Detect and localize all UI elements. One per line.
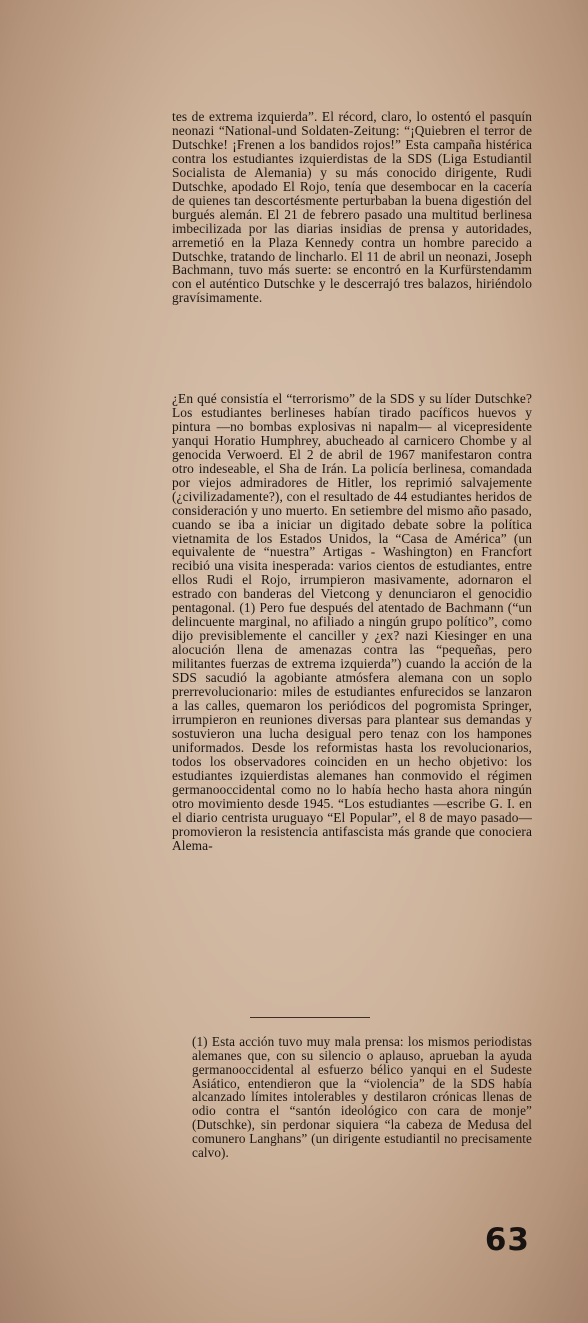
footnote	[192, 1035, 532, 1160]
footnote-text: (1) Esta acción tuvo muy mala prensa: los mismos periodistas alemanes que, con su silencio o aplauso, aprueban la ayuda germanooccidental al esfuerzo bélico yanqui en el Sudeste Asiático, entendieron que la “violencia” de la SDS había alcanzado límites intolerables y destilaron crónicas llenas de odio contra el “santón ideológico con cara de monje” (Dutschke), sin perdonar siquiera “la cabeza de Medusa del comunero Langhans” (un dirigente estudiantil no precisamente calvo).	[192, 1034, 532, 1160]
page-number: 63	[484, 1222, 530, 1258]
paragraph-text: tes de extrema izquierda”. El récord, claro, lo ostentó el pasquín neonazi “National-und Soldaten-Zeitung: “¡Quiebren el terror de Dutschke! ¡Frenen a los bandidos rojos!” Esta campaña histérica contra los estudiantes izquierdistas de la SDS (Liga Estudiantil Socialista de Alemania) y su más conocido dirigente, Rudi Dutschke, apodado El Rojo, tenía que desembocar en la cacería de quienes tan descortésmente perturbaban la buena digestión del burgués alemán. El 21 de febrero pasado una multitud berlinesa imbecilizada por las diarias insidias de prensa y autoridades, arremetió en la Plaza Kennedy contra un hombre parecido a Dutschke, tratando de lincharlo. El 11 de abril un neonazi, Joseph Bachmann, tuvo más suerte: se encontró en la Kurfürstendamm con el auténtico Dutschke y le descerrajó tres balazos, hiriéndolo gravísimamente.	[172, 109, 532, 306]
body-paragraph-1	[172, 110, 532, 305]
body-paragraph-2	[172, 392, 532, 852]
paragraph-text: ¿En qué consistía el “terrorismo” de la SDS y su líder Dutschke? Los estudiantes berlineses habían tirado pacíficos huevos y pintura —no bombas explosivas ni napalm— al vicepresidente yanqui Horatio Humphrey, abucheado al carnicero Chombe y al genocida Verwoerd. El 2 de abril de 1967 manifestaron contra otro indeseable, el Sha de Irán. La policía berlinesa, comandada por viejos admiradores de Hitler, los reprimió salvajemente (¿civilizadamente?), con el resultado de 44 estudiantes heridos de consideración y uno muerto. En setiembre del mismo año pasado, cuando se iba a iniciar un digitado debate sobre la política vietnamita de los Estados Unidos, la “Casa de América” (un equivalente de “nuestra” Artigas - Washington) en Francfort recibió una visita inesperada: varios cientos de estudiantes, entre ellos Rudi el Rojo, irrumpieron masivamente, adornaron el estrado con banderas del Vietcong y denunciaron el genocidio pentagonal. (1) Pero fue después del atentado de Bachmann (“un delincuente marginal, no afiliado a ningún grupo político”, como dijo previsiblemente el canciller y ¿ex? nazi Kiesinger en una alocución llena de amenazas contra las “pequeñas, pero militantes fuerzas de extrema izquierda”) cuando la acción de la SDS sacudió la agobiante atmósfera alemana con un soplo prerrevolucionario: miles de estudiantes enfurecidos se lanzaron a las calles, quemaron los periódicos del pogromista Springer, irrumpieron en reuniones diversas para plantear sus demandas y sostuvieron una lucha desigual pero tenaz con los hampones uniformados. Desde los reformistas hasta los revolucionarios, todos los observadores coinciden en un hecho objetivo: los estudiantes izquierdistas alemanes han conmovido el régimen germanooccidental como no lo había hecho hasta ahora ningún otro movimiento desde 1945. “Los estudiantes —escribe G. I. en el diario centrista uruguayo “El Popular”, el 8 de mayo pasado— promovieron la resistencia antifascista más grande que conociera Alema-	[172, 391, 532, 853]
footnote-divider	[250, 1017, 370, 1018]
